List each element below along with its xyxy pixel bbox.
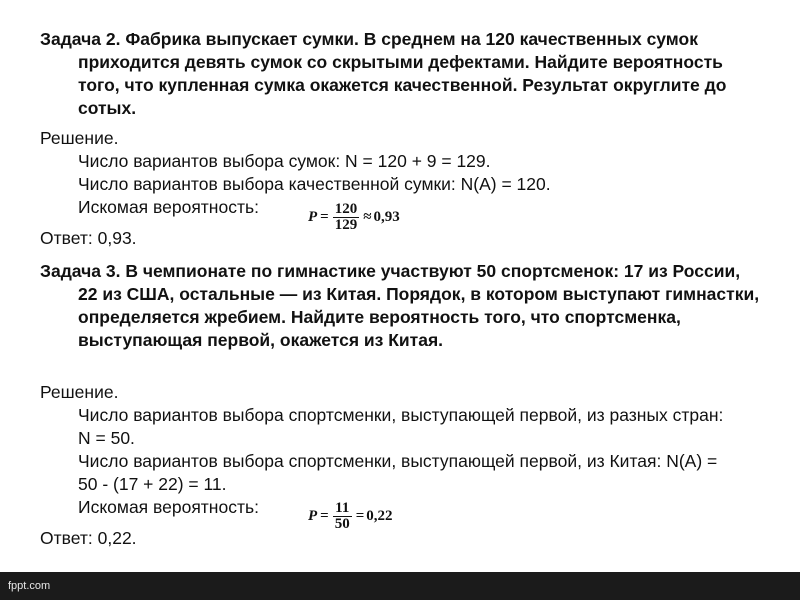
fraction	[333, 202, 360, 233]
formula-result: 0,93	[373, 209, 400, 225]
task-3-solution	[40, 381, 760, 550]
fraction-numerator: 120	[334, 201, 358, 217]
formula-p: P	[308, 508, 318, 524]
formula-approx: ≈	[363, 209, 372, 225]
answer: Ответ: 0,93.	[40, 228, 137, 248]
task-3-statement: Задача 3. В чемпионате по гимнастике участвуют 50 спортсменок: 17 из России, 22 из США, остальные — из Китая. Порядок, в котором выступают гимнастки, определяется жребием. Найдите вероятность того, что спортсменка, выступающая первой, окажется из Китая.	[40, 261, 760, 350]
task-2-statement: Задача 2. Фабрика выпускает сумки. В среднем на 120 качественных сумок приходится девять сумок со скрытыми дефектами. Найдите вероятность того, что купленная сумка окажется качественной. Результат округлите до сотых.	[40, 29, 727, 118]
answer: Ответ: 0,22.	[40, 528, 137, 548]
solution-line: Число вариантов выбора качественной сумки: N(A) = 120.	[78, 174, 551, 194]
solution-label: Решение.	[40, 128, 119, 148]
solution-line: Искомая вероятность:	[78, 197, 259, 217]
formula-result: 0,22	[366, 508, 393, 524]
task-3	[40, 260, 760, 352]
fraction-denominator: 129	[334, 217, 358, 233]
fraction	[333, 501, 352, 532]
fraction-numerator: 11	[335, 500, 350, 516]
fraction-denominator: 50	[334, 516, 350, 532]
task-2	[40, 28, 760, 120]
formula-equals: =	[320, 508, 329, 524]
footer-brand: fppt.com	[8, 580, 51, 592]
solution-line: Число вариантов выбора спортсменки, выступающей первой, из разных стран: N = 50.	[78, 405, 724, 448]
solution-label: Решение.	[40, 382, 119, 402]
formula-equals: =	[320, 209, 329, 225]
solution-line: Число вариантов выбора спортсменки, выступающей первой, из Китая: N(A) = 50 - (17 + 22) = 11.	[78, 451, 718, 494]
probability-formula	[308, 202, 400, 233]
task-2-solution	[40, 127, 760, 250]
probability-formula	[308, 501, 393, 532]
formula-equals-result: =	[355, 508, 365, 524]
footer-bar	[0, 572, 800, 600]
formula-p: P	[308, 209, 318, 225]
solution-line: Искомая вероятность:	[78, 497, 259, 517]
solution-line: Число вариантов выбора сумок: N = 120 + 9 = 129.	[78, 151, 491, 171]
